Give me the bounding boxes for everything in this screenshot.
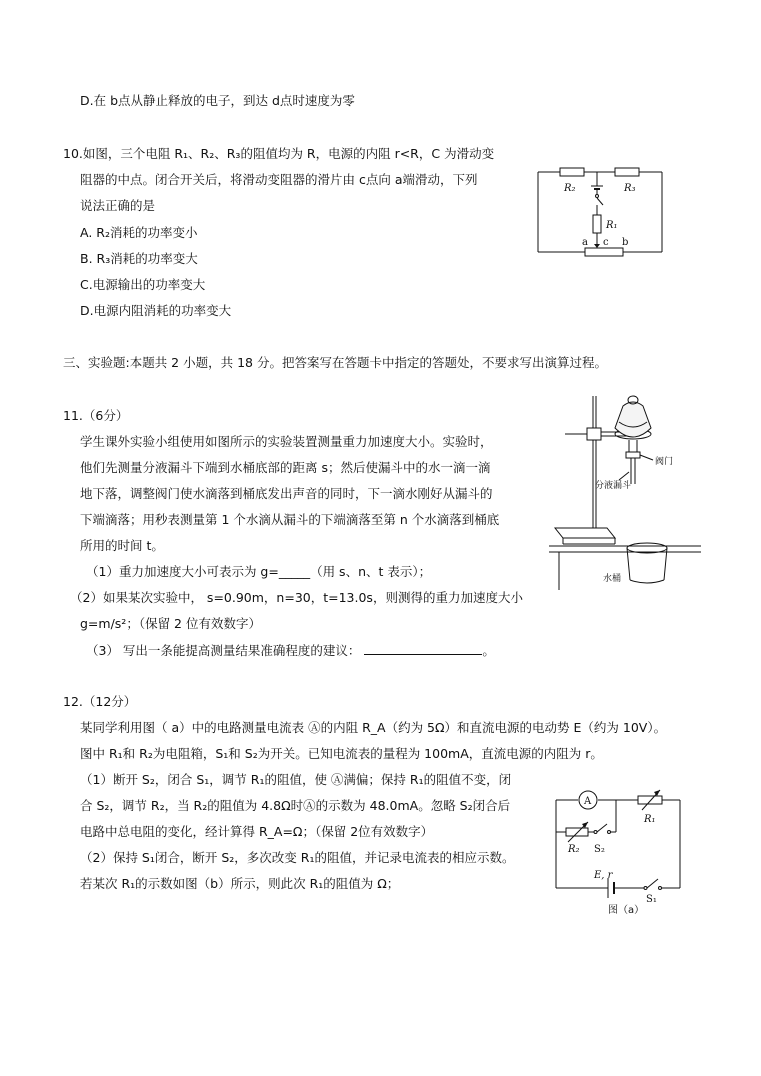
q10-stem-line3: 说法正确的是 xyxy=(80,198,156,213)
q10-option-a: A. R₂消耗的功率变小 xyxy=(80,225,198,240)
q10-label-r3: R₃ xyxy=(624,183,636,194)
q12-sub2-line1: （2）保持 S₁闭合，断开 S₂，多次改变 R₁的阻值，并记录电流表的相应示数。 xyxy=(80,850,515,865)
q11-label-bucket: 水桶 xyxy=(603,574,622,584)
q11-para-line5: 所用的时间 t。 xyxy=(80,538,164,553)
q12-label-s1: S₁ xyxy=(646,894,657,905)
q10-label-c: c xyxy=(603,237,609,248)
q12-sub1-line3: 电路中总电阻的变化，经计算得 R_A=Ω；（保留 2位有效数字） xyxy=(80,824,434,839)
q11-apparatus-diagram xyxy=(545,388,705,598)
q10-label-a: a xyxy=(582,237,588,248)
q12-circuit-diagram xyxy=(548,788,688,918)
q11-para-line3: 地下落，调整阀门使水滴落到桶底发出声音的同时，下一滴水刚好从漏斗的 xyxy=(80,486,493,501)
q12-para-line1: 某同学利用图（ a）中的电路测量电流表 Ⓐ的内阻 R_A（约为 5Ω）和直流电源的电动势 E（约为 10V）。 xyxy=(80,720,667,735)
q11-sub3-answer-blank[interactable] xyxy=(364,642,482,655)
q10-stem-line2: 阻器的中点。闭合开关后，将滑动变阻器的滑片由 c点向 a端滑动，下列 xyxy=(80,172,478,187)
q11-sub3-text: （3） 写出一条能提高测量结果准确程度的建议： xyxy=(86,643,361,658)
q12-label-ammeter: A xyxy=(584,796,592,807)
q11-para-line4: 下端滴落；用秒表测量第 1 个水滴从漏斗的下端滴落至第 n 个水滴落到桶底 xyxy=(80,512,500,527)
q10-label-r1: R₁ xyxy=(606,220,618,231)
q12-para-line2: 图中 R₁和 R₂为电阻箱，S₁和 S₂为开关。已知电流表的量程为 100mA，直流电源的内阻为 r。 xyxy=(80,746,603,761)
q12-sub2-line2: 若某次 R₁的示数如图（b）所示，则此次 R₁的阻值为 Ω； xyxy=(80,876,400,891)
section3-heading: 三、实验题:本题共 2 小题，共 18 分。把答案写在答题卡中指定的答题处，不要求写出演算过程。 xyxy=(63,355,607,370)
q10-option-d: D.电源内阻消耗的功率变大 xyxy=(80,303,232,318)
q12-label-s2: S₂ xyxy=(594,844,605,855)
q12-label-r2: R₂ xyxy=(568,844,580,855)
q12-label-emf: E, r xyxy=(594,870,613,881)
q10-label-r2: R₂ xyxy=(564,183,576,194)
q11-sub2-line1: （2）如果某次实验中， s=0.90m，n=30，t=13.0s，则测得的重力加速度大小 xyxy=(70,590,523,605)
q11-label-funnel: 分液漏斗 xyxy=(595,481,632,491)
q12-label-r1: R₁ xyxy=(644,814,656,825)
q11-sub3 xyxy=(86,642,495,659)
q12-sub1-line1: （1）断开 S₂，闭合 S₁，调节 R₁的阻值，使 Ⓐ满偏；保持 R₁的阻值不变，闭 xyxy=(80,772,512,787)
q10-label-b: b xyxy=(622,237,629,248)
q11-para-line2: 他们先测量分液漏斗下端到水桶底部的距离 s；然后使漏斗中的水一滴一滴 xyxy=(80,460,491,475)
q11-sub3-end: 。 xyxy=(482,643,495,658)
q12-heading: 12.（12分） xyxy=(63,694,137,709)
q10-option-b: B. R₃消耗的功率变大 xyxy=(80,251,198,266)
q11-para-line1: 学生课外实验小组使用如图所示的实验装置测量重力加速度大小。实验时， xyxy=(80,434,493,449)
q10-circuit-diagram xyxy=(530,160,670,260)
q11-label-valve: 阀门 xyxy=(655,457,674,467)
q11-sub2-line2: g=m/s²；（保留 2 位有效数字） xyxy=(80,616,261,631)
q10-option-c: C.电源输出的功率变大 xyxy=(80,277,206,292)
q12-sub1-line2: 合 S₂，调节 R₂，当 R₂的阻值为 4.8Ω时Ⓐ的示数为 48.0mA。忽略 S₂闭合后 xyxy=(80,798,511,813)
q11-heading: 11.（6分） xyxy=(63,408,129,423)
q12-figure-caption: 图（a） xyxy=(608,905,645,916)
q9-option-d: D.在 b点从静止释放的电子，到达 d点时速度为零 xyxy=(80,93,355,108)
q11-sub1: （1）重力加速度大小可表示为 g=_____（用 s、n、t 表示）； xyxy=(86,564,432,579)
q10-stem-line1: 10.如图，三个电阻 R₁、R₂、R₃的阻值均为 R，电源的内阻 r<R，C 为滑动变 xyxy=(63,146,495,161)
